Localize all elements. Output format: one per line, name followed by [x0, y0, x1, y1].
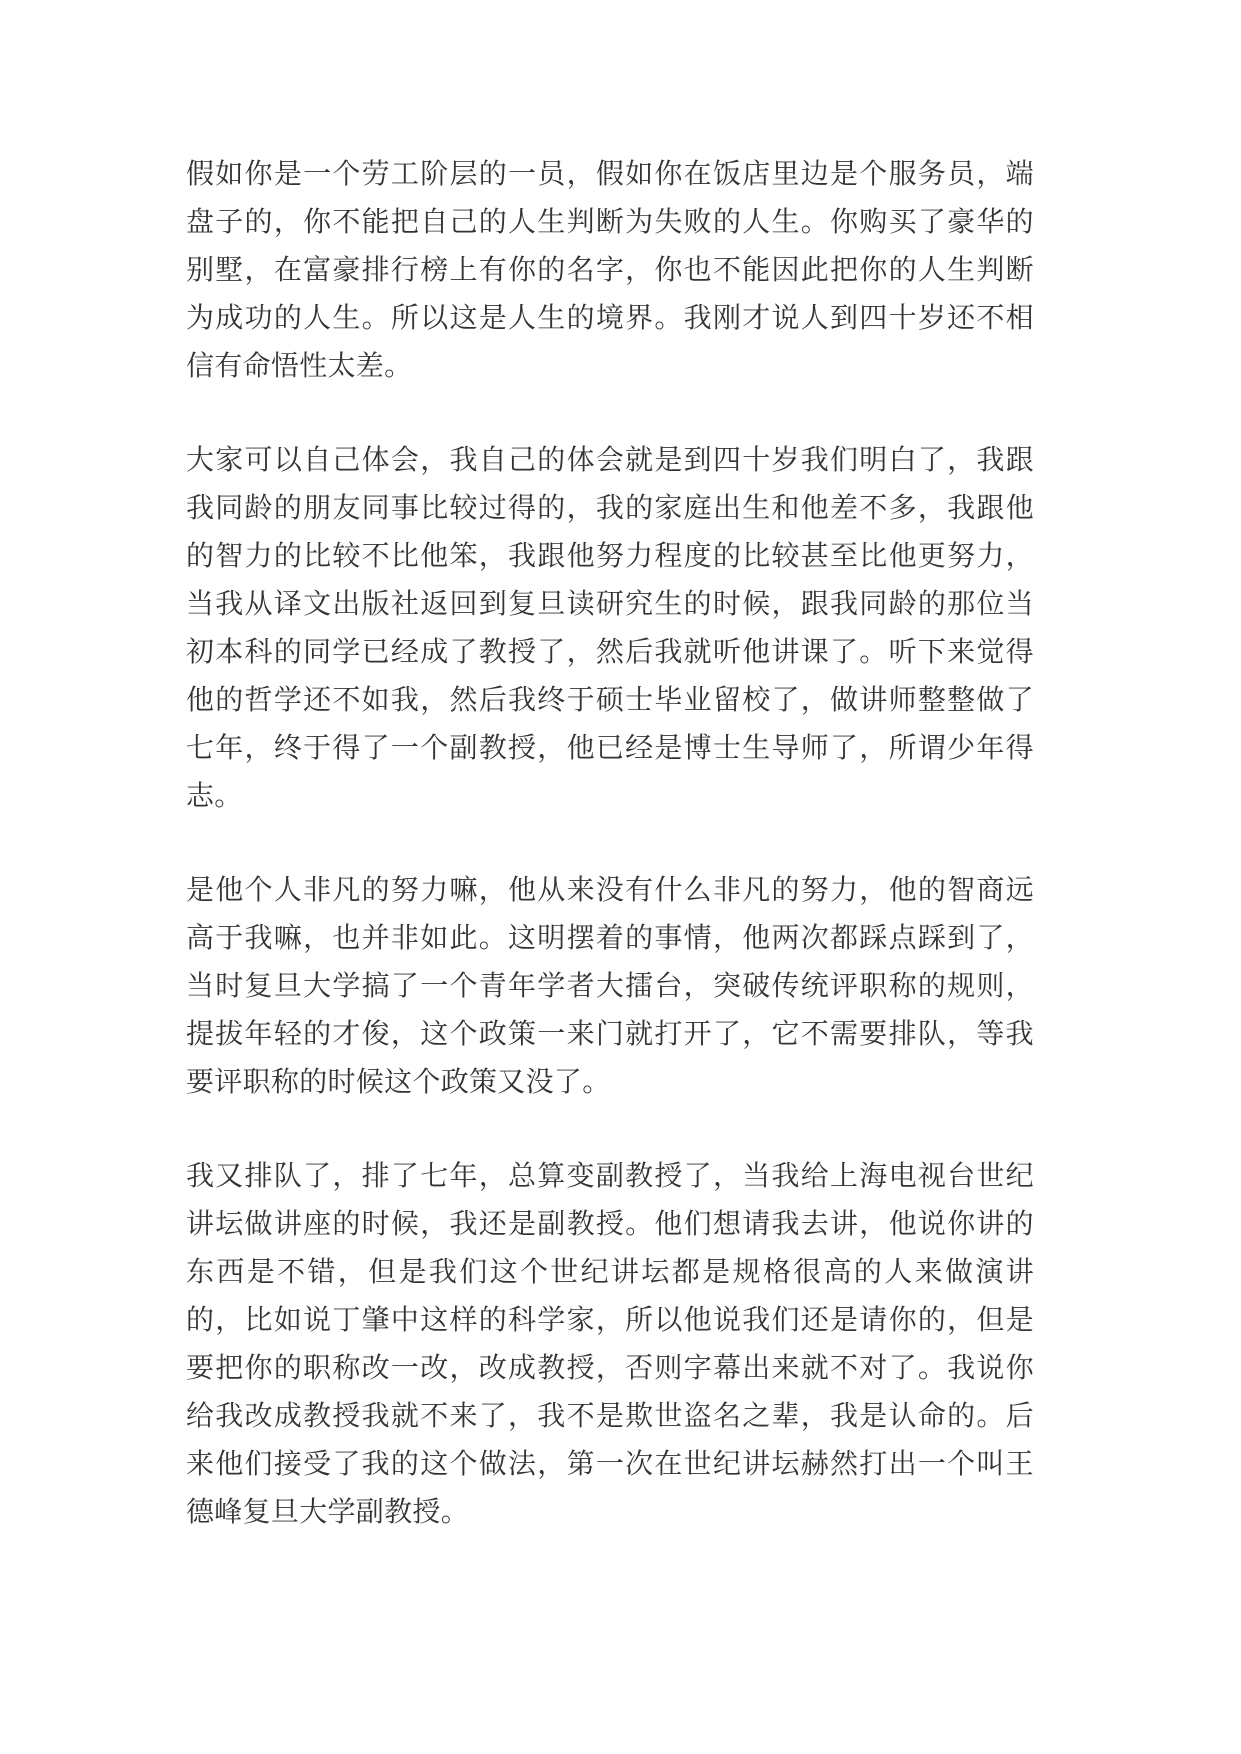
document-body	[186, 150, 1034, 1536]
paragraph-1: 假如你是一个劳工阶层的一员，假如你在饭店里边是个服务员，端盘子的，你不能把自己的人生判断为失败的人生。你购买了豪华的别墅，在富豪排行榜上有你的名字，你也不能因此把你的人生判断为成功的人生。所以这是人生的境界。我刚才说人到四十岁还不相信有命悟性太差。	[186, 157, 1034, 382]
paragraph-3: 是他个人非凡的努力嘛，他从来没有什么非凡的努力，他的智商远高于我嘛，也并非如此。这明摆着的事情，他两次都踩点踩到了，当时复旦大学搞了一个青年学者大擂台，突破传统评职称的规则，提拔年轻的才俊，这个政策一来门就打开了，它不需要排队，等我要评职称的时候这个政策又没了。	[186, 873, 1034, 1098]
paragraph-4: 我又排队了，排了七年，总算变副教授了，当我给上海电视台世纪讲坛做讲座的时候，我还是副教授。他们想请我去讲，他说你讲的东西是不错，但是我们这个世纪讲坛都是规格很高的人来做演讲的，比如说丁肇中这样的科学家，所以他说我们还是请你的，但是要把你的职称改一改，改成教授，否则字幕出来就不对了。我说你给我改成教授我就不来了，我不是欺世盗名之辈，我是认命的。后来他们接受了我的这个做法，第一次在世纪讲坛赫然打出一个叫王德峰复旦大学副教授。	[186, 1159, 1034, 1528]
paragraph-2: 大家可以自己体会，我自己的体会就是到四十岁我们明白了，我跟我同龄的朋友同事比较过得的，我的家庭出生和他差不多，我跟他的智力的比较不比他笨，我跟他努力程度的比较甚至比他更努力，当我从译文出版社返回到复旦读研究生的时候，跟我同龄的那位当初本科的同学已经成了教授了，然后我就听他讲课了。听下来觉得他的哲学还不如我，然后我终于硕士毕业留校了，做讲师整整做了七年，终于得了一个副教授，他已经是博士生导师了，所谓少年得志。	[186, 443, 1034, 812]
